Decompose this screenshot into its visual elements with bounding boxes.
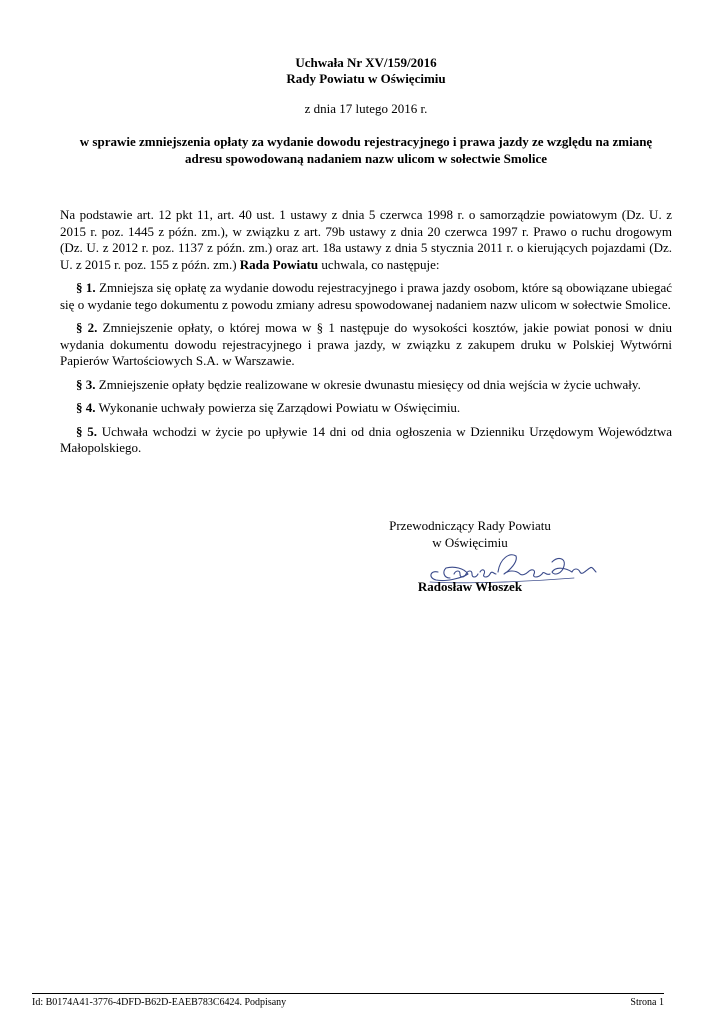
- paragraph-5: [60, 424, 672, 457]
- resolution-number: Uchwała Nr XV/159/2016: [295, 55, 437, 70]
- paragraph-3: [60, 377, 672, 394]
- preamble-ending: uchwala, co następuje:: [321, 256, 440, 272]
- paragraph-text: Wykonanie uchwały powierza się Zarządowi Powiatu w Oświęcimiu.: [98, 400, 461, 415]
- paragraph-1: [60, 280, 672, 313]
- preamble: [60, 207, 672, 273]
- signatory-role: [370, 517, 570, 551]
- page-number: Strona 1: [630, 997, 664, 1008]
- paragraph-text: Zmniejszenie opłaty, o której mowa w § 1 następuje do wysokości kosztów, jakie powiat ponosi w dniu wydania dokumentu dowodu rejestracyjnego i prawa jazdy, w związku z zakupem druku w Polskiej Wytwórni Papierów Wartościowych S.A. w Warszawie.: [60, 320, 672, 368]
- footer-divider: [32, 993, 664, 994]
- signatory-name: Radosław Włoszek: [417, 579, 523, 594]
- resolution-date: z dnia 17 lutego 2016 r.: [304, 101, 428, 116]
- paragraph-number: § 4.: [76, 400, 96, 415]
- paragraph-4: [60, 400, 672, 417]
- paragraph-text: Zmniejsza się opłatę za wydanie dowodu rejestracyjnego i prawa jazdy osobom, które są obowiązane ubiegać się o wydanie tego dokumentu z powodu zmiany adresu spowodowanej nadaniem nazw ulicom w sołectwie Smolice.: [60, 280, 673, 312]
- signatory-role-line1: Przewodniczący Rady Powiatu: [389, 518, 551, 533]
- resolution-subject: w sprawie zmniejszenia opłaty za wydanie dowodu rejestracyjnego i prawa jazdy ze względu na zmianę adresu spowodowaną nadaniem nazw ulicom w sołectwie Smolice: [79, 134, 653, 166]
- resolution-body: [60, 207, 672, 457]
- document-id: Id: B0174A41-3776-4DFD-B62D-EAEB783C6424. Podpisany: [32, 997, 287, 1008]
- paragraph-text: Uchwała wchodzi w życie po upływie 14 dni od dnia ogłoszenia w Dzienniku Urzędowym Województwa Małopolskiego.: [60, 423, 673, 455]
- preamble-bold: Rada Powiatu: [239, 256, 319, 272]
- paragraph-number: § 2.: [76, 320, 98, 335]
- preamble-text: Na podstawie art. 12 pkt 11, art. 40 ust. 1 ustawy z dnia 5 czerwca 1998 r. o samorządzie powiatowym (Dz. U. z 2015 r. poz. 1445 z późn. zm.), w związku z art. 79b ustawy z dnia 20 czerwca 1997 r. Prawo o ruchu drogowym (Dz. U. z 2012 r. poz. 1137 z późn. zm.) oraz art. 18a ustawy z dnia 5 stycznia 2011 r. o kierujących pojazdami (Dz. U. z 2015 r. poz. 155 z późn. zm.): [60, 207, 672, 272]
- paragraph-number: § 5.: [76, 423, 97, 439]
- paragraph-2: [60, 320, 672, 370]
- paragraph-number: § 1.: [76, 280, 96, 295]
- paragraph-number: § 3.: [76, 376, 96, 392]
- signatory-role-line2: w Oświęcimiu: [432, 535, 508, 550]
- issuing-body: Rady Powiatu w Oświęcimiu: [286, 71, 446, 86]
- paragraph-text: Zmniejszenie opłaty będzie realizowane w okresie dwunastu miesięcy od dnia wejścia w życie uchwały.: [98, 376, 641, 392]
